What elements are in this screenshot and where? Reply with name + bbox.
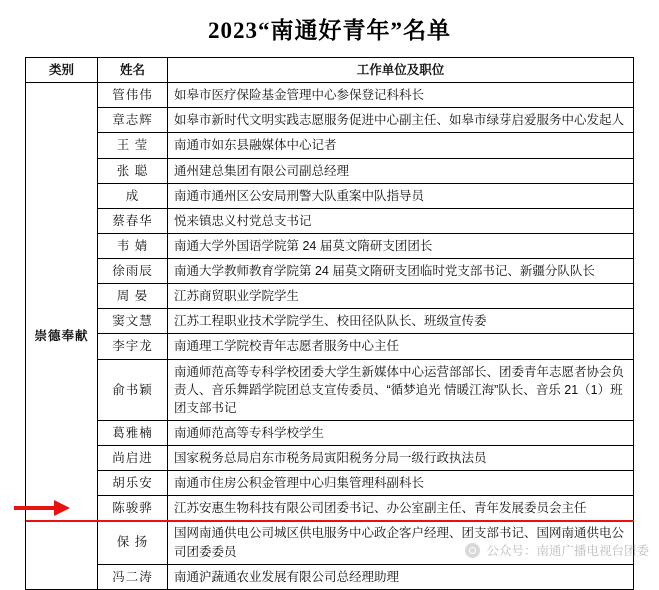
table-row — [26, 158, 634, 183]
info-cell: 通州建总集团有限公司副总经理 — [168, 158, 634, 183]
watermark-text: 公众号：南通广播电视台团委 — [486, 544, 649, 558]
table-row — [26, 108, 634, 133]
info-cell: 如皋市新时代文明实践志愿服务促进中心副主任、如皋市绿芽启爱服务中心发起人 — [168, 108, 634, 133]
watermark-logo-icon — [465, 543, 480, 558]
info-cell: 国家税务总局启东市税务局寅阳税务分局一级行政执法员 — [168, 446, 634, 471]
name-cell: 冯二涛 — [98, 564, 168, 589]
name-cell: 胡乐安 — [98, 471, 168, 496]
info-cell: 南通大学外国语学院第 24 届莫文隋研支团团长 — [168, 233, 634, 258]
name-cell: 李宇龙 — [98, 334, 168, 359]
info-cell: 国网南通供电公司城区供电服务中心政企客户经理、团支部书记、国网南通供电公司团委委员 — [168, 521, 634, 564]
name-cell: 窦文慧 — [98, 309, 168, 334]
info-cell: 南通沪蔬通农业发展有限公司总经理助理 — [168, 564, 634, 589]
info-cell: 南通市如东县融媒体中心记者 — [168, 133, 634, 158]
table-row — [26, 233, 634, 258]
roster-table — [25, 57, 634, 590]
info-cell: 江苏安惠生物科技有限公司团委书记、办公室副主任、青年发展委员会主任 — [168, 496, 634, 521]
info-cell: 南通市通州区公安局刑警大队重案中队指导员 — [168, 183, 634, 208]
table-row — [26, 471, 634, 496]
table-row — [26, 208, 634, 233]
table-header-row — [26, 58, 634, 83]
name-cell: 成 — [98, 183, 168, 208]
category-cell: 崇德奉献 — [26, 83, 98, 590]
name-cell: 蔡春华 — [98, 208, 168, 233]
info-cell: 南通师范高等专科学校团委大学生新媒体中心运营部部长、团委青年志愿者协会负责人、音乐舞蹈学院团总支宣传委员、“循梦追光 情暖江海”队长、音乐 21（1）班团支部书记 — [168, 359, 634, 420]
name-cell: 尚启进 — [98, 446, 168, 471]
name-cell: 葛雅楠 — [98, 420, 168, 445]
watermark — [465, 541, 649, 559]
red-underline-marker — [26, 520, 634, 522]
table-row — [26, 133, 634, 158]
column-header-category: 类别 — [26, 58, 98, 83]
name-cell: 张 聪 — [98, 158, 168, 183]
table-body — [26, 58, 634, 590]
table-row-highlighted — [26, 496, 634, 521]
column-header-info: 工作单位及职位 — [168, 58, 634, 83]
table-row — [26, 564, 634, 589]
name-cell: 章志辉 — [98, 108, 168, 133]
table-row — [26, 183, 634, 208]
name-cell: 韦 婧 — [98, 233, 168, 258]
table-row — [26, 284, 634, 309]
info-cell: 悦来镇忠义村党总支书记 — [168, 208, 634, 233]
table-row — [26, 446, 634, 471]
name-cell: 保 扬 — [98, 521, 168, 564]
info-cell: 江苏商贸职业学院学生 — [168, 284, 634, 309]
info-cell: 江苏工程职业技术学院学生、校田径队队长、班级宣传委 — [168, 309, 634, 334]
info-cell: 南通理工学院校青年志愿者服务中心主任 — [168, 334, 634, 359]
table-row — [26, 259, 634, 284]
info-cell: 如皋市医疗保险基金管理中心参保登记科科长 — [168, 83, 634, 108]
table-row — [26, 309, 634, 334]
name-cell: 徐雨辰 — [98, 259, 168, 284]
name-cell: 管伟伟 — [98, 83, 168, 108]
name-cell: 陈骏骅 — [98, 496, 168, 521]
name-cell: 周 晏 — [98, 284, 168, 309]
name-cell: 俞书颖 — [98, 359, 168, 420]
page-title: 2023“南通好青年”名单 — [208, 18, 451, 43]
info-cell: 南通大学教师教育学院第 24 届莫文隋研支团临时党支部书记、新疆分队队长 — [168, 259, 634, 284]
table-row — [26, 334, 634, 359]
table-row — [26, 83, 634, 108]
name-cell: 王 莹 — [98, 133, 168, 158]
table-row — [26, 420, 634, 445]
info-cell: 南通市住房公积金管理中心归集管理科副科长 — [168, 471, 634, 496]
table-row — [26, 359, 634, 420]
column-header-name: 姓名 — [98, 58, 168, 83]
info-cell: 南通师范高等专科学校学生 — [168, 420, 634, 445]
